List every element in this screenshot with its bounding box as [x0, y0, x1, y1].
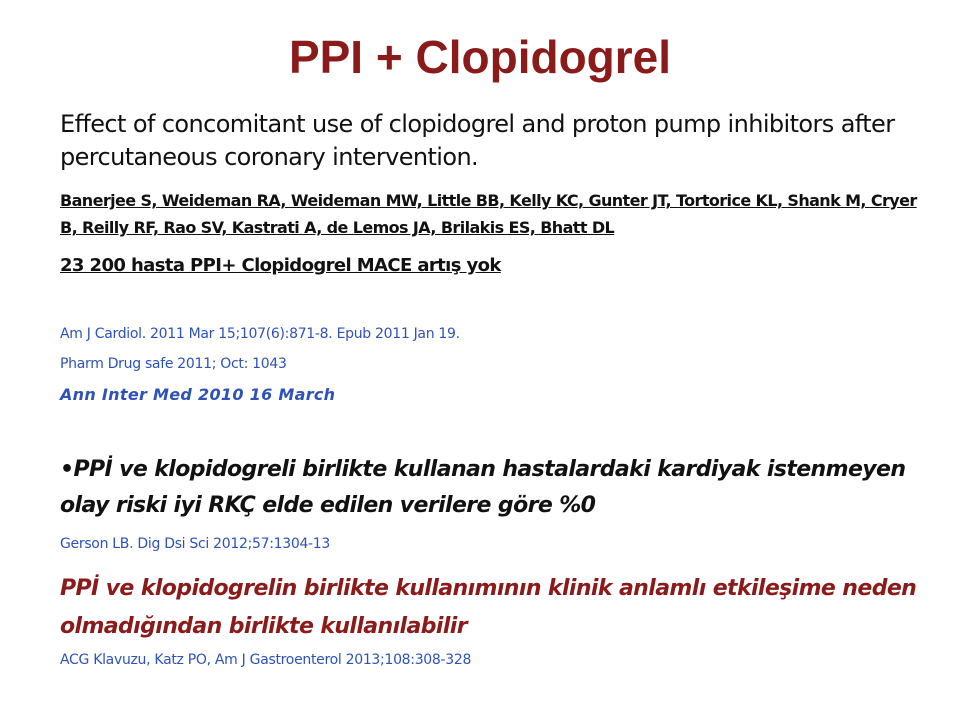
- article-title: Effect of concomitant use of clopidogrel and proton pump inhibitors after percutaneous coronary intervention.: [60, 110, 895, 171]
- study-finding: 23 200 hasta PPI+ Clopidogrel MACE artış yok: [60, 255, 501, 276]
- author-list: Banerjee S, Weideman RA, Weideman MW, Little BB, Kelly KC, Gunter JT, Tortorice KL, Shank M, Cryer B, Reilly RF, Rao SV, Kastrati A, de Lemos JA, Brilakis ES, Bhatt DL: [60, 191, 917, 237]
- conclusion-text: PPİ ve klopidogrelin birlikte kullanımının klinik anlamlı etkileşime neden olmadığından birlikte kullanılabilir: [60, 576, 917, 639]
- citation-acg-guideline: ACG Klavuzu, Katz PO, Am J Gastroenterol 2013;108:308-328: [60, 652, 472, 668]
- bullet-point-risk: •PPİ ve klopidogreli birlikte kullanan hastalardaki kardiyak istenmeyen olay riski iyi RKÇ elde edilen verilere göre %0: [60, 457, 906, 518]
- citation-pharm-drug-safe: Pharm Drug safe 2011; Oct: 1043: [60, 356, 287, 372]
- citation-ann-inter-med: Ann Inter Med 2010 16 March: [60, 385, 336, 404]
- slide-title: PPI + Clopidogrel: [288, 31, 672, 83]
- citation-am-j-cardiol: Am J Cardiol. 2011 Mar 15;107(6):871-8. Epub 2011 Jan 19.: [60, 326, 460, 342]
- citation-gerson: Gerson LB. Dig Dsi Sci 2012;57:1304-13: [60, 536, 331, 552]
